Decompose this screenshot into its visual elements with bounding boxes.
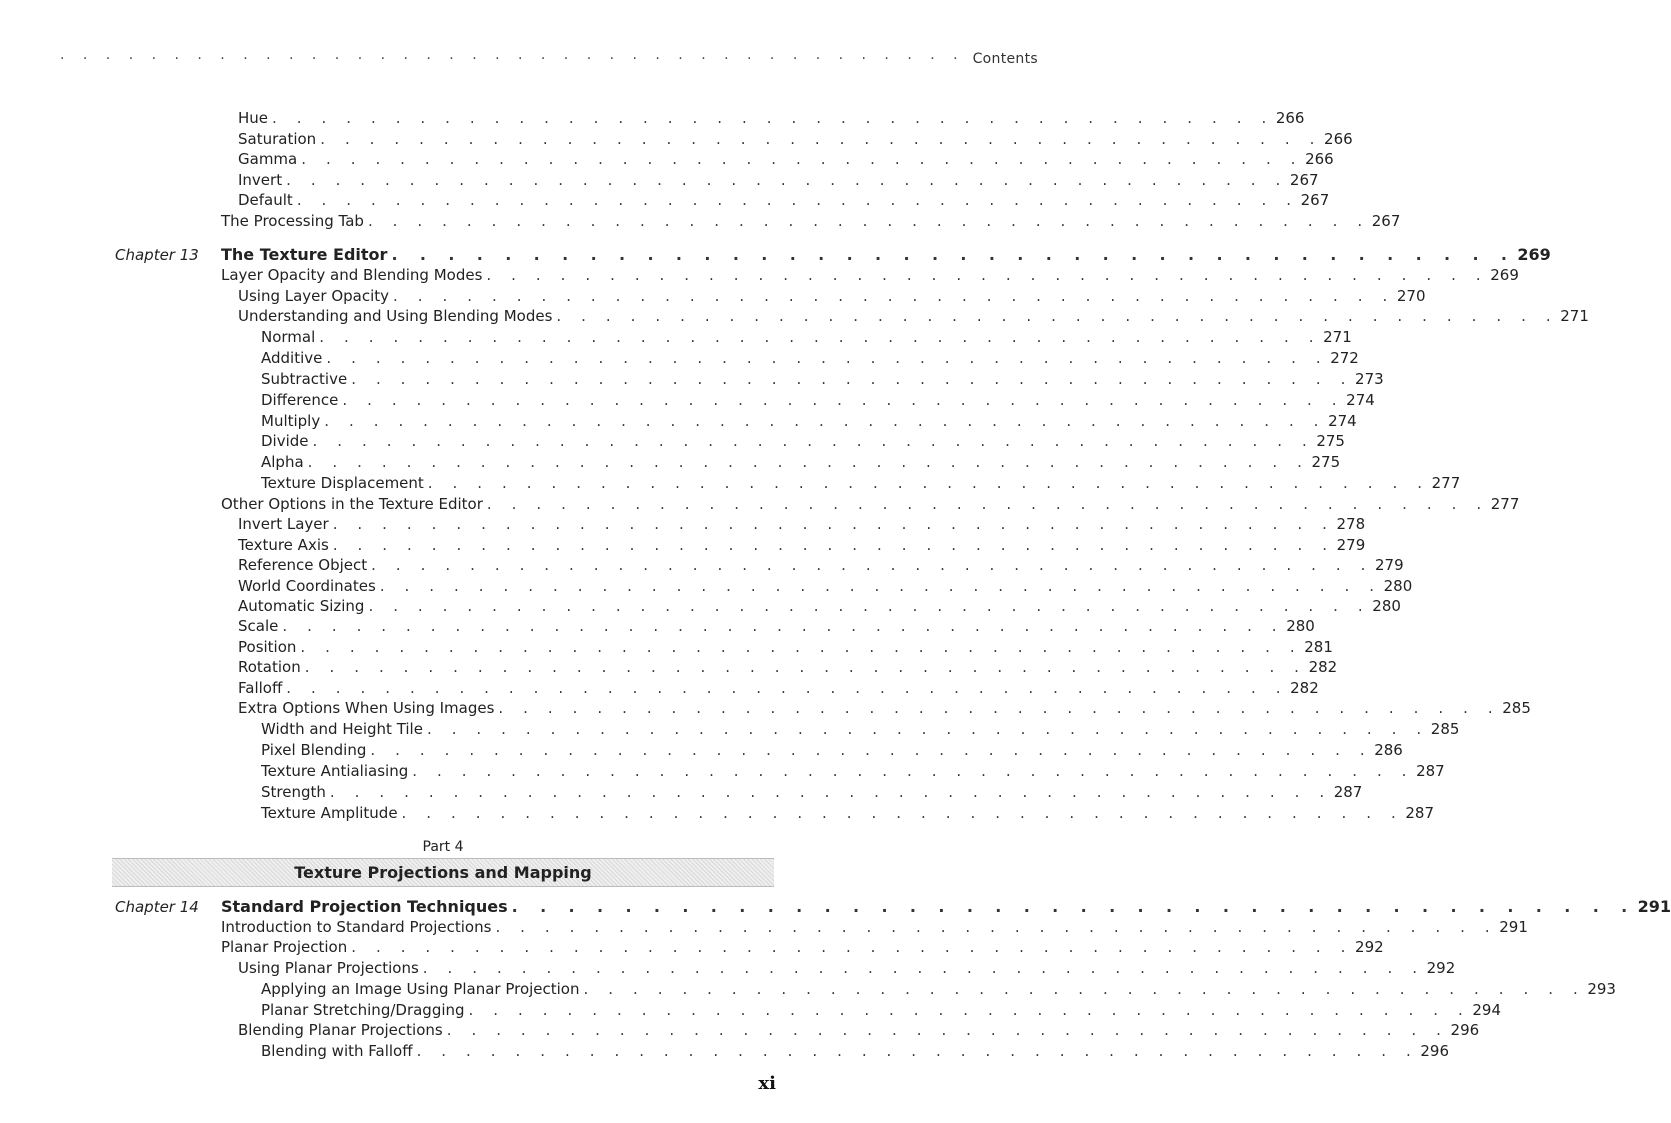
header-dot-leader: · · · · · · · · · · · · · · · · · · · · · · · · · · · · · · · · · · · · · · · ·	[60, 51, 965, 67]
chapter-13-label: Chapter 13	[115, 246, 199, 264]
chapter-14-label: Chapter 14	[115, 898, 199, 916]
toc-entry[interactable]: Additive . . . . . . . . . . . . . . . . . . . . . . . . . . . . . . . . . . . . . . . . . 272	[261, 349, 1359, 367]
toc-entry[interactable]: World Coordinates . . . . . . . . . . . . . . . . . . . . . . . . . . . . . . . . . . . . . . . . . 280	[238, 577, 1413, 595]
toc-chapter-entry[interactable]: The Texture Editor . . . . . . . . . . . . . . . . . . . . . . . . . . . . . . . . . . . . . . . . 269	[221, 245, 1551, 264]
toc-entry[interactable]: Applying an Image Using Planar Projection . . . . . . . . . . . . . . . . . . . . . . . . . . . . . . . . . . . . . . . . . 293	[261, 980, 1616, 998]
part-label: Part 4	[422, 839, 464, 855]
toc-entry[interactable]: Understanding and Using Blending Modes . . . . . . . . . . . . . . . . . . . . . . . . . . . . . . . . . . . . . . . . . 271	[238, 307, 1589, 325]
toc-entry[interactable]: Layer Opacity and Blending Modes . . . . . . . . . . . . . . . . . . . . . . . . . . . . . . . . . . . . . . . . . 269	[221, 266, 1519, 284]
toc-entry[interactable]: The Processing Tab . . . . . . . . . . . . . . . . . . . . . . . . . . . . . . . . . . . . . . . . . 267	[221, 212, 1401, 230]
toc-entry[interactable]: Texture Antialiasing . . . . . . . . . . . . . . . . . . . . . . . . . . . . . . . . . . . . . . . . . 287	[261, 762, 1445, 780]
toc-entry[interactable]: Invert Layer . . . . . . . . . . . . . . . . . . . . . . . . . . . . . . . . . . . . . . . . . 278	[238, 515, 1366, 533]
toc-entry[interactable]: Blending with Falloff . . . . . . . . . . . . . . . . . . . . . . . . . . . . . . . . . . . . . . . . . 296	[261, 1042, 1450, 1060]
toc-entry[interactable]: Automatic Sizing . . . . . . . . . . . . . . . . . . . . . . . . . . . . . . . . . . . . . . . . . 280	[238, 597, 1401, 615]
toc-entry[interactable]: Divide . . . . . . . . . . . . . . . . . . . . . . . . . . . . . . . . . . . . . . . . . 275	[261, 432, 1345, 450]
toc-entry[interactable]: Other Options in the Texture Editor . . . . . . . . . . . . . . . . . . . . . . . . . . . . . . . . . . . . . . . . . 277	[221, 495, 1520, 513]
toc-entry[interactable]: Extra Options When Using Images . . . . . . . . . . . . . . . . . . . . . . . . . . . . . . . . . . . . . . . . . 285	[238, 699, 1531, 717]
toc-entry[interactable]: Saturation . . . . . . . . . . . . . . . . . . . . . . . . . . . . . . . . . . . . . . . . . 266	[238, 130, 1353, 148]
toc-entry[interactable]: Invert . . . . . . . . . . . . . . . . . . . . . . . . . . . . . . . . . . . . . . . . . 267	[238, 171, 1319, 189]
toc-entry[interactable]: Using Planar Projections . . . . . . . . . . . . . . . . . . . . . . . . . . . . . . . . . . . . . . . . . 292	[238, 959, 1456, 977]
part-banner	[112, 858, 774, 887]
part-title: Texture Projections and Mapping	[294, 863, 592, 882]
toc-entry[interactable]: Texture Amplitude . . . . . . . . . . . . . . . . . . . . . . . . . . . . . . . . . . . . . . . . . 287	[261, 804, 1435, 822]
toc-chapter-entry[interactable]: Standard Projection Techniques . . . . . . . . . . . . . . . . . . . . . . . . . . . . . . . . . . . . . . . . 291	[221, 897, 1671, 916]
toc-entry[interactable]: Rotation . . . . . . . . . . . . . . . . . . . . . . . . . . . . . . . . . . . . . . . . . 282	[238, 658, 1338, 676]
page-number: xi	[758, 1073, 776, 1094]
toc-entry[interactable]: Normal . . . . . . . . . . . . . . . . . . . . . . . . . . . . . . . . . . . . . . . . . 271	[261, 328, 1352, 346]
toc-entry[interactable]: Using Layer Opacity . . . . . . . . . . . . . . . . . . . . . . . . . . . . . . . . . . . . . . . . . 270	[238, 287, 1426, 305]
running-header	[60, 48, 1038, 70]
toc-entry[interactable]: Texture Axis . . . . . . . . . . . . . . . . . . . . . . . . . . . . . . . . . . . . . . . . . 279	[238, 536, 1366, 554]
toc-entry[interactable]: Position . . . . . . . . . . . . . . . . . . . . . . . . . . . . . . . . . . . . . . . . . 281	[238, 638, 1333, 656]
toc-entry[interactable]: Width and Height Tile . . . . . . . . . . . . . . . . . . . . . . . . . . . . . . . . . . . . . . . . . 285	[261, 720, 1460, 738]
toc-entry[interactable]: Introduction to Standard Projections . . . . . . . . . . . . . . . . . . . . . . . . . . . . . . . . . . . . . . . . . 291	[221, 918, 1528, 936]
toc-entry[interactable]: Reference Object . . . . . . . . . . . . . . . . . . . . . . . . . . . . . . . . . . . . . . . . . 279	[238, 556, 1404, 574]
toc-entry[interactable]: Subtractive . . . . . . . . . . . . . . . . . . . . . . . . . . . . . . . . . . . . . . . . . 273	[261, 370, 1384, 388]
toc-entry[interactable]: Planar Projection . . . . . . . . . . . . . . . . . . . . . . . . . . . . . . . . . . . . . . . . . 292	[221, 938, 1384, 956]
toc-entry[interactable]: Pixel Blending . . . . . . . . . . . . . . . . . . . . . . . . . . . . . . . . . . . . . . . . . 286	[261, 741, 1403, 759]
toc-entry[interactable]: Gamma . . . . . . . . . . . . . . . . . . . . . . . . . . . . . . . . . . . . . . . . . 266	[238, 150, 1334, 168]
toc-entry[interactable]: Falloff . . . . . . . . . . . . . . . . . . . . . . . . . . . . . . . . . . . . . . . . . 282	[238, 679, 1319, 697]
toc-entry[interactable]: Scale . . . . . . . . . . . . . . . . . . . . . . . . . . . . . . . . . . . . . . . . . 280	[238, 617, 1315, 635]
toc-entry[interactable]: Difference . . . . . . . . . . . . . . . . . . . . . . . . . . . . . . . . . . . . . . . . . 274	[261, 391, 1375, 409]
header-title: Contents	[972, 51, 1038, 67]
toc-entry[interactable]: Blending Planar Projections . . . . . . . . . . . . . . . . . . . . . . . . . . . . . . . . . . . . . . . . . 296	[238, 1021, 1480, 1039]
toc-entry[interactable]: Texture Displacement . . . . . . . . . . . . . . . . . . . . . . . . . . . . . . . . . . . . . . . . . 277	[261, 474, 1461, 492]
toc-entry[interactable]: Multiply . . . . . . . . . . . . . . . . . . . . . . . . . . . . . . . . . . . . . . . . . 274	[261, 412, 1357, 430]
toc-entry[interactable]: Planar Stretching/Dragging . . . . . . . . . . . . . . . . . . . . . . . . . . . . . . . . . . . . . . . . . 294	[261, 1001, 1502, 1019]
toc-entry[interactable]: Default . . . . . . . . . . . . . . . . . . . . . . . . . . . . . . . . . . . . . . . . . 267	[238, 191, 1330, 209]
toc-entry[interactable]: Hue . . . . . . . . . . . . . . . . . . . . . . . . . . . . . . . . . . . . . . . . . 266	[238, 109, 1305, 127]
toc-entry[interactable]: Alpha . . . . . . . . . . . . . . . . . . . . . . . . . . . . . . . . . . . . . . . . . 275	[261, 453, 1341, 471]
toc-entry[interactable]: Strength . . . . . . . . . . . . . . . . . . . . . . . . . . . . . . . . . . . . . . . . . 287	[261, 783, 1363, 801]
